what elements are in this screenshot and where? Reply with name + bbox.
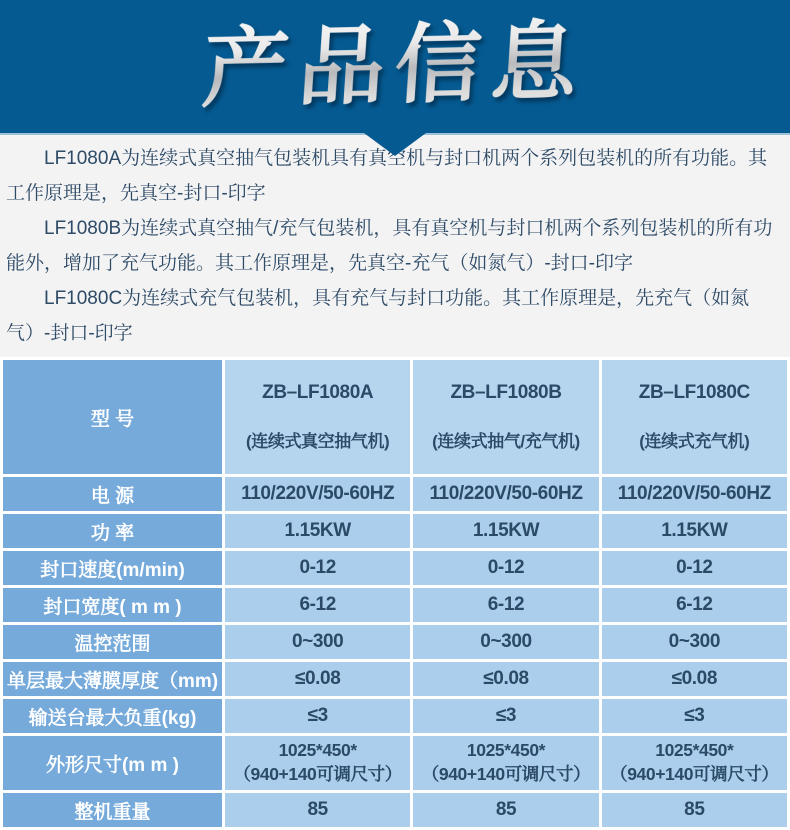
row-label: 功 率	[3, 514, 222, 548]
product-description	[6, 141, 784, 351]
spec-value: 110/220V/50-60HZ	[602, 477, 787, 511]
table-row-power-supply	[3, 477, 787, 511]
row-label: 外形尺寸(m m )	[3, 736, 222, 790]
spec-value: 0~300	[413, 625, 598, 659]
spec-value: 0~300	[602, 625, 787, 659]
model-header-cell	[602, 360, 787, 474]
spec-value: ≤3	[602, 699, 787, 733]
spec-value: ≤0.08	[413, 662, 598, 696]
table-row-wattage	[3, 514, 787, 548]
model-subtitle: (连续式抽气/充气机)	[432, 432, 580, 451]
spec-value: 6-12	[225, 588, 410, 622]
spec-value: 1.15KW	[602, 514, 787, 548]
table-row-temp-range	[3, 625, 787, 659]
page-title: 产品信息	[0, 0, 790, 134]
spec-value: 110/220V/50-60HZ	[225, 477, 410, 511]
spec-value: 6-12	[602, 588, 787, 622]
row-label: 封口宽度( m m )	[3, 588, 222, 622]
row-label: 单层最大薄膜厚度（mm)	[3, 662, 222, 696]
spec-value: 0~300	[225, 625, 410, 659]
model-header-cell	[413, 360, 598, 474]
spec-value: 1025*450* （940+140可调尺寸）	[225, 736, 410, 790]
spec-value: 85	[602, 793, 787, 827]
spec-value: 0-12	[413, 551, 598, 585]
spec-value: ≤0.08	[225, 662, 410, 696]
table-row-total-weight	[3, 793, 787, 827]
row-label: 输送台最大负重(kg)	[3, 699, 222, 733]
row-label-model: 型 号	[3, 360, 222, 474]
row-label: 电 源	[3, 477, 222, 511]
description-paragraph: LF1080C为连续式充气包装机，具有充气与封口功能。其工作原理是，先充气（如氮气）-封口-印字	[6, 288, 750, 344]
spec-value: 110/220V/50-60HZ	[413, 477, 598, 511]
spec-table	[0, 357, 790, 830]
spec-value: ≤3	[225, 699, 410, 733]
description-paragraph: LF1080B为连续式真空抽气/充气包装机，具有真空机与封口机两个系列包装机的所有功能外，增加了充气功能。其工作原理是，先真空-充气（如氮气）-封口-印字	[6, 218, 773, 274]
table-row-sealing-speed	[3, 551, 787, 585]
spec-value: 6-12	[413, 588, 598, 622]
model-name: ZB–LF1080A	[262, 382, 374, 403]
model-header-cell	[225, 360, 410, 474]
product-info-banner	[0, 0, 790, 133]
row-label: 封口速度(m/min)	[3, 551, 222, 585]
model-name: ZB–LF1080C	[638, 382, 750, 403]
row-label: 整机重量	[3, 793, 222, 827]
banner-pointer-triangle	[364, 133, 426, 156]
spec-value: 1.15KW	[225, 514, 410, 548]
table-row-sealing-width	[3, 588, 787, 622]
description-paragraph: LF1080A为连续式真空抽气包装机具有真空机与封口机两个系列包装机的所有功能。其工作原理是，先真空-封口-印字	[6, 148, 768, 204]
table-row-conveyor-max-load	[3, 699, 787, 733]
model-subtitle: (连续式充气机)	[639, 432, 750, 451]
spec-value: 0-12	[225, 551, 410, 585]
spec-value: 85	[225, 793, 410, 827]
spec-value: ≤0.08	[602, 662, 787, 696]
row-label: 温控范围	[3, 625, 222, 659]
spec-value: ≤3	[413, 699, 598, 733]
table-row-model	[3, 360, 787, 474]
model-subtitle: (连续式真空抽气机)	[246, 432, 390, 451]
spec-value: 1025*450* （940+140可调尺寸）	[413, 736, 598, 790]
table-row-dimensions	[3, 736, 787, 790]
table-row-max-film-thickness	[3, 662, 787, 696]
model-name: ZB–LF1080B	[450, 382, 562, 403]
spec-value: 85	[413, 793, 598, 827]
spec-value: 1025*450* （940+140可调尺寸）	[602, 736, 787, 790]
spec-value: 1.15KW	[413, 514, 598, 548]
spec-value: 0-12	[602, 551, 787, 585]
